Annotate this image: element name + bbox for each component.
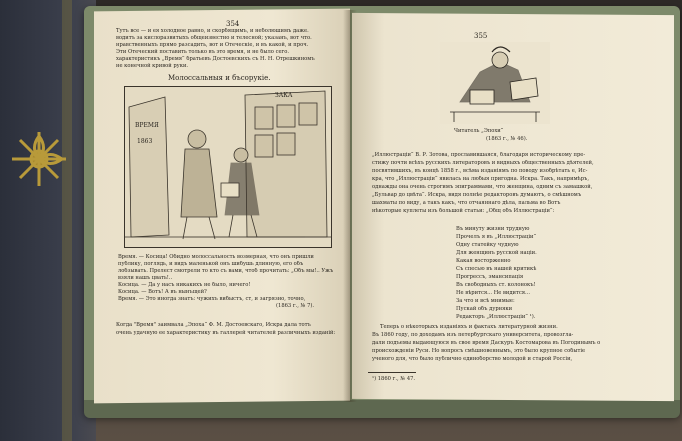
- reader-drawing: [440, 42, 550, 124]
- poem-line-11: Пускай объ дурняки: [456, 306, 513, 312]
- right-paragraph-line-3: посвятившихъ, въ концѣ 1858 г., всѣма изданіямъ по поводу изобрѣтать е, Ис-: [372, 168, 588, 174]
- left-dialogue-line-5: Косица. — Да у насъ никакихъ не было, ничего!: [118, 282, 251, 288]
- poem-line-2: Прочелъ я въ „Иллюстраціи“: [456, 234, 537, 240]
- poem-line-6: Съ спесью въ нашей критикѣ: [456, 266, 537, 272]
- right-paragraph-line-7: шахматы по виду, а такъ какъ, что отчаяннаго дѣла, пальма во Вотъ: [372, 200, 561, 206]
- left-caption-title: Молоссальныя и бъсорукіе.: [168, 74, 271, 82]
- right-illustration-caption: Читатель „Эпохи“: [454, 128, 504, 134]
- right-footnote: ¹) 1860 г., № 47.: [372, 376, 416, 382]
- fabric-cloth: [0, 0, 96, 441]
- left-top-line-2: водитъ за кислоразвитыхъ общеизвестно и телесной; указанъ, вот что.: [116, 35, 312, 41]
- right-bottom-line-5: ученого для, что было публично единоборство молодой и старой Россіи,: [372, 356, 573, 362]
- left-top-line-3: нравственныхъ прямо разсадить, вот и Отеческіе, и въ какой, и проч.: [116, 42, 309, 48]
- right-paragraph-line-4: кра, что „Иллюстраціи“ явилась на любыя пригодна. Искра. Такъ, напримѣръ,: [372, 176, 590, 182]
- right-paragraph-line-1: „Иллюстраціи“ В. Р. Зотова, прославившаяся, благодаря историческому пре-: [372, 152, 586, 158]
- illustration-sign-vremya: ВРЕМЯ: [135, 122, 159, 129]
- left-dialogue-line-4: взяли нашъ цвать!..: [118, 275, 173, 281]
- cartoon-drawing: [125, 87, 331, 247]
- book-cover-edge: [84, 400, 680, 418]
- left-top-line-5: характеристикъ „Время“ братьевъ Достоевскихъ съ Н. Н. Отрешкиномъ: [116, 56, 315, 62]
- left-top-line-4: Эти Отеческий поставить только въ это время, и не было сего.: [116, 49, 290, 55]
- poem-line-8: Въ свободныхъ ст. колонокъ!: [456, 282, 536, 288]
- left-illustration: [124, 86, 332, 248]
- left-bottom-line-2: очень удачную ее характеристику въ галлерей читателей различныхъ изданій:: [116, 330, 336, 336]
- right-bottom-line-4: происхожденіи Руси. Но вопросъ смѣшновеннымъ, это было крупное событіе: [372, 348, 586, 354]
- illustration-sign-year: 1863: [137, 138, 153, 145]
- poem-line-7: Прогрессъ, эмансипація: [456, 274, 524, 280]
- gold-ornament: [8, 128, 70, 190]
- right-bottom-line-3: дали подъемы выдающуюся въ свое время Даскуръ Костомарова въ Погодинымъ о: [372, 340, 601, 346]
- right-page-number: 355: [474, 32, 488, 40]
- poem-line-9: Не вѣрится... Не видится...: [456, 290, 530, 296]
- right-illustration-reference: (1863 г., № 46).: [486, 136, 528, 142]
- left-dialogue-line-6: Косица. — Вотъ! А въ нынъщей?: [118, 289, 207, 295]
- left-dialogue-line-7: Время. — Это иногда знатъ: чужихъ вибыстъ, ст, и загрязно, точно,: [118, 296, 306, 302]
- right-bottom-line-1: Теперь о нѣкоторыхъ изданіяхъ и фактахъ литературной жизни.: [380, 324, 558, 330]
- right-paragraph-line-6: „Бульвар до цвѣта“. Искра, видя полнѣе редакторовъ думаютъ, о смѣшномъ: [372, 192, 582, 198]
- left-dialogue-line-3: лобзывать. Прелест смотрели то кто съ вами, чтоб прочитать: „Объ мы!.. Ужъ: [118, 268, 334, 274]
- poem-line-12: Редакторъ „Иллюстраціи“ ¹).: [456, 314, 536, 320]
- left-dialogue-reference: (1863 г., № 7).: [276, 303, 315, 309]
- footnote-rule: [368, 372, 416, 373]
- poem-line-5: Какая восторженно: [456, 258, 511, 264]
- left-top-line-6: не конечной кривой руки.: [116, 63, 189, 69]
- left-dialogue-line-1: Время. — Косица! Обидно молоссальность возмерная, что онъ пришли: [118, 254, 314, 260]
- right-illustration: [440, 42, 550, 124]
- left-page-number: 354: [226, 20, 240, 28]
- illustration-sign-zaka: ЗАКА: [275, 92, 293, 99]
- right-paragraph-line-2: стижу почти всѣхъ русскихъ литераторовъ и видныхъ общественныхъ дѣятелей,: [372, 160, 594, 166]
- poem-line-4: Для женщинъ русской націи.: [456, 250, 537, 256]
- right-paragraph-line-8: нѣкоторые куплеты изъ большой статьи: „Общ объ Иллюстраціи“:: [372, 208, 555, 214]
- poem-line-10: За что и всѣ мнимые:: [456, 298, 515, 304]
- fabric-stripe: [62, 0, 72, 441]
- poem-line-3: Одну статейку чудную: [456, 242, 519, 248]
- poem-line-1: Въ минуту жизни трудную: [456, 226, 530, 232]
- left-dialogue-line-2: публику, поглядь, и видъ маленькой онъ шибушь длинную, его объ: [118, 261, 304, 267]
- right-paragraph-line-5: однажды она очень строгимъ эпиграммами, что женщина, одним съ замашкой,: [372, 184, 593, 190]
- right-bottom-line-2: Въ 1860 году, по доходамъ изъ петербургскаго университета, провозгла-: [372, 332, 574, 338]
- left-bottom-line-1: Когда "Время" заимвала „Эпоха“ Ф. М. Достоевскаго, Искра дала тотъ: [116, 322, 311, 328]
- left-top-line-1: Тутъ все — и ея холодное равно, и скорбящимъ, и неболюшимъ даже.: [116, 28, 309, 34]
